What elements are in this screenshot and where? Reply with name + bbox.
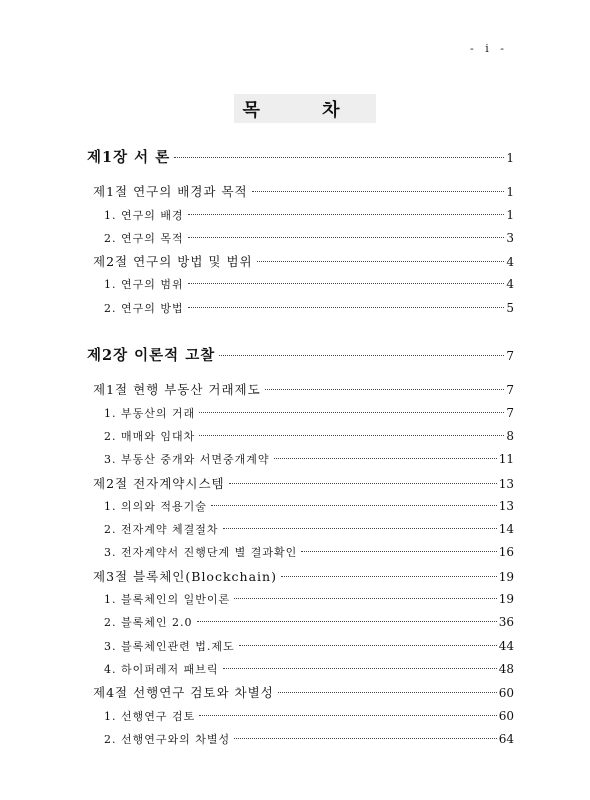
dot-leader — [229, 483, 497, 484]
toc-item-label: 2. 매매와 임대차 — [104, 429, 196, 443]
toc-chapter-page-number: 1 — [506, 151, 514, 165]
toc-item[interactable] — [87, 611, 514, 634]
dot-leader — [234, 738, 497, 739]
toc-section-label: 제3절 블록체인(Blockchain) — [93, 568, 277, 584]
toc-item[interactable] — [87, 658, 514, 681]
dot-leader — [174, 157, 504, 158]
dot-leader — [211, 505, 497, 506]
toc-section-label: 제1절 연구의 배경과 목적 — [93, 184, 248, 200]
toc-item-page-number: 60 — [498, 708, 514, 723]
dot-leader — [199, 715, 496, 716]
toc-item-label: 3. 블록체인관련 법.제도 — [104, 639, 235, 653]
toc-item-label: 3. 부동산 중개와 서면중개계약 — [104, 453, 270, 467]
toc-section-page-number: 7 — [506, 383, 514, 398]
toc-item[interactable] — [87, 227, 514, 250]
toc-title — [0, 94, 590, 123]
toc-section[interactable] — [87, 250, 514, 273]
toc-item-label: 4. 하이퍼레저 패브릭 — [104, 662, 219, 676]
toc-item-page-number: 36 — [498, 615, 514, 630]
toc-section[interactable] — [87, 681, 514, 704]
toc-item-page-number: 44 — [498, 638, 514, 653]
dot-leader — [223, 668, 497, 669]
toc-chapter-page-number: 7 — [506, 349, 514, 364]
dot-leader — [223, 528, 497, 529]
dot-leader — [265, 389, 504, 390]
toc-item-page-number: 11 — [498, 452, 514, 467]
toc-item-label: 2. 블록체인 2.0 — [104, 616, 193, 630]
dot-leader — [252, 191, 504, 192]
toc-section-page-number: 1 — [506, 185, 514, 200]
toc-section-page-number: 60 — [498, 686, 514, 701]
dot-leader — [188, 283, 504, 284]
chapter-title-spacer — [87, 367, 514, 378]
toc-item-label: 1. 의의와 적용기술 — [104, 499, 207, 513]
toc-title-text: 목 차 — [234, 94, 375, 123]
toc-section[interactable] — [87, 565, 514, 588]
dot-leader — [278, 692, 497, 693]
toc-item-page-number: 7 — [506, 405, 514, 420]
toc-chapter-label: 제1장 서 론 — [87, 149, 171, 166]
toc-item-label: 2. 연구의 목적 — [104, 231, 184, 245]
toc-item[interactable] — [87, 541, 514, 564]
page-number: - i - — [470, 42, 508, 55]
toc-chapter-label: 제2장 이론적 고찰 — [87, 347, 216, 365]
toc-item-label: 1. 연구의 범위 — [104, 278, 184, 292]
toc-section-label: 제1절 현행 부동산 거래제도 — [93, 382, 261, 398]
toc-item-page-number: 19 — [498, 592, 514, 607]
dot-leader — [199, 435, 504, 436]
toc-item-label: 1. 블록체인의 일반이론 — [104, 593, 231, 607]
toc-item-page-number: 64 — [498, 731, 514, 746]
toc-item[interactable] — [87, 273, 514, 296]
toc-item-page-number: 16 — [498, 545, 514, 560]
dot-leader — [239, 645, 497, 646]
toc-item[interactable] — [87, 588, 514, 611]
toc-section-page-number: 13 — [498, 476, 514, 491]
toc-item[interactable] — [87, 705, 514, 728]
chapter-spacer — [87, 320, 514, 344]
toc-item-page-number: 48 — [498, 661, 514, 676]
chapter-title-spacer — [87, 169, 514, 180]
toc-section-label: 제2절 연구의 방법 및 범위 — [93, 254, 253, 270]
toc-item-label: 3. 전자계약서 진행단계 별 결과확인 — [104, 546, 298, 560]
toc-item-page-number: 3 — [506, 230, 514, 245]
toc-item[interactable] — [87, 635, 514, 658]
dot-leader — [234, 598, 497, 599]
toc-item[interactable] — [87, 728, 514, 751]
dot-leader — [197, 621, 497, 622]
toc-item[interactable] — [87, 297, 514, 320]
dot-leader — [281, 576, 497, 577]
toc-section-page-number: 19 — [498, 569, 514, 584]
toc-item-page-number: 13 — [498, 498, 514, 513]
toc-item-label: 2. 연구의 방법 — [104, 301, 184, 315]
toc-item-page-number: 4 — [506, 277, 514, 292]
toc-item-label: 2. 선행연구와의 차별성 — [104, 732, 231, 746]
dot-leader — [301, 551, 496, 552]
toc-item-page-number: 1 — [506, 207, 514, 222]
toc-item[interactable] — [87, 495, 514, 518]
dot-leader — [188, 237, 504, 238]
toc-section[interactable] — [87, 472, 514, 495]
toc-chapter[interactable] — [87, 146, 514, 169]
toc-chapter[interactable] — [87, 344, 514, 367]
toc-item-page-number: 14 — [498, 522, 514, 537]
toc-item[interactable] — [87, 448, 514, 471]
toc-item-label: 1. 부동산의 거래 — [104, 406, 196, 420]
toc-section[interactable] — [87, 180, 514, 203]
dot-leader — [219, 355, 504, 356]
toc-item[interactable] — [87, 425, 514, 448]
dot-leader — [188, 307, 504, 308]
toc-item-page-number: 8 — [506, 428, 514, 443]
toc-section[interactable] — [87, 378, 514, 401]
toc-item[interactable] — [87, 402, 514, 425]
toc-section-label: 제4절 선행연구 검토와 차별성 — [93, 685, 274, 701]
toc-item-label: 1. 선행연구 검토 — [104, 709, 196, 723]
table-of-contents — [87, 146, 514, 751]
toc-item-label: 1. 연구의 배경 — [104, 208, 184, 222]
toc-item[interactable] — [87, 518, 514, 541]
dot-leader — [199, 412, 504, 413]
dot-leader — [188, 214, 504, 215]
toc-item[interactable] — [87, 204, 514, 227]
toc-item-page-number: 5 — [506, 300, 514, 315]
dot-leader — [274, 458, 497, 459]
toc-section-page-number: 4 — [506, 255, 514, 270]
toc-section-label: 제2절 전자계약시스템 — [93, 475, 225, 491]
toc-item-label: 2. 전자계약 체결절차 — [104, 523, 219, 537]
dot-leader — [257, 261, 504, 262]
